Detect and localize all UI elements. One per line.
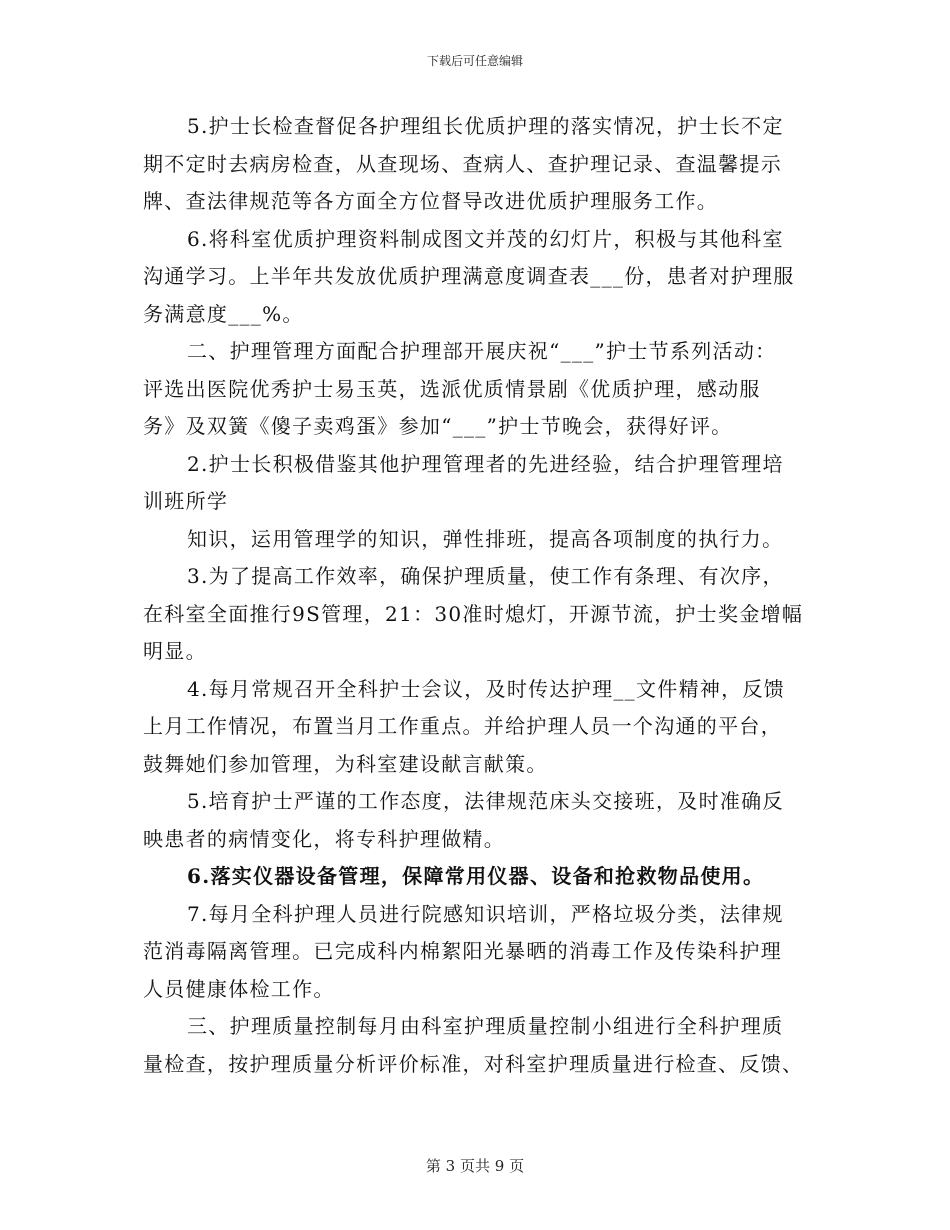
text-line: 4.每月常规召开全科护士会议，及时传达护理__文件精神，反馈 bbox=[187, 676, 786, 701]
page-footer: 第 3 页共 9 页 bbox=[425, 1157, 525, 1175]
text-line: 在科室全面推行9S管理，21：30准时熄灯，开源节流，护士奖金增幅 bbox=[143, 601, 804, 626]
document-body bbox=[143, 108, 811, 1083]
text-line: 人员健康体检工作。 bbox=[143, 976, 335, 1001]
text-line: 6.将科室优质护理资料制成图文并茂的幻灯片，积极与其他科室 bbox=[187, 226, 784, 251]
text-line: 三、护理质量控制每月由科室护理质量控制小组进行全科护理质 bbox=[187, 1014, 784, 1038]
text-line: 映患者的病情变化，将专科护理做精。 bbox=[143, 826, 506, 851]
text-line: 牌、查法律规范等各方面全方位督导改进优质护理服务工作。 bbox=[143, 189, 719, 213]
text-line: 期不定时去病房检查，从查现场、查病人、查护理记录、查温馨提示 bbox=[143, 151, 782, 176]
text-line: 务》及双簧《傻子卖鸡蛋》参加“___”护士节晚会，获得好评。 bbox=[143, 414, 733, 438]
text-line: 2.护士长积极借鉴其他护理管理者的先进经验，结合护理管理培 bbox=[187, 451, 784, 476]
text-line: 沟通学习。上半年共发放优质护理满意度调查表___份，患者对护理服 bbox=[143, 264, 795, 288]
text-line: 5.培育护士严谨的工作态度，法律规范床头交接班，及时准确反 bbox=[187, 789, 784, 813]
text-line: 二、护理管理方面配合护理部开展庆祝“___”护士节系列活动： bbox=[187, 339, 777, 363]
text-line: 知识，运用管理学的知识，弹性排班，提高各项制度的执行力。 bbox=[187, 526, 784, 551]
text-line: 3.为了提高工作效率，确保护理质量，使工作有条理、有次序， bbox=[187, 564, 784, 588]
text-line: 范消毒隔离管理。已完成科内棉絮阳光暴晒的消毒工作及传染科护理 bbox=[143, 939, 782, 963]
text-line: 评选出医院优秀护士易玉英，选派优质情景剧《优质护理，感动服 bbox=[143, 376, 761, 401]
text-line: 务满意度___%。 bbox=[143, 301, 304, 326]
text-line: 5.护士长检查督促各护理组长优质护理的落实情况，护士长不定 bbox=[187, 114, 784, 138]
text-line: 7.每月全科护理人员进行院感知识培训，严格垃圾分类，法律规 bbox=[187, 901, 784, 926]
text-line: 6.落实仪器设备管理，保障常用仪器、设备和抢救物品使用。 bbox=[187, 864, 765, 888]
text-line: 明显。 bbox=[143, 639, 207, 663]
text-line: 鼓舞她们参加管理，为科室建设献言献策。 bbox=[143, 751, 548, 776]
text-line: 训班所学 bbox=[143, 489, 229, 513]
page-header: 下载后可任意编辑 bbox=[426, 54, 523, 68]
text-line: 量检查，按护理质量分析评价标准，对科室护理质量进行检查、反馈、 bbox=[143, 1051, 804, 1076]
text-line: 上月工作情况，布置当月工作重点。并给护理人员一个沟通的平台， bbox=[143, 714, 782, 738]
